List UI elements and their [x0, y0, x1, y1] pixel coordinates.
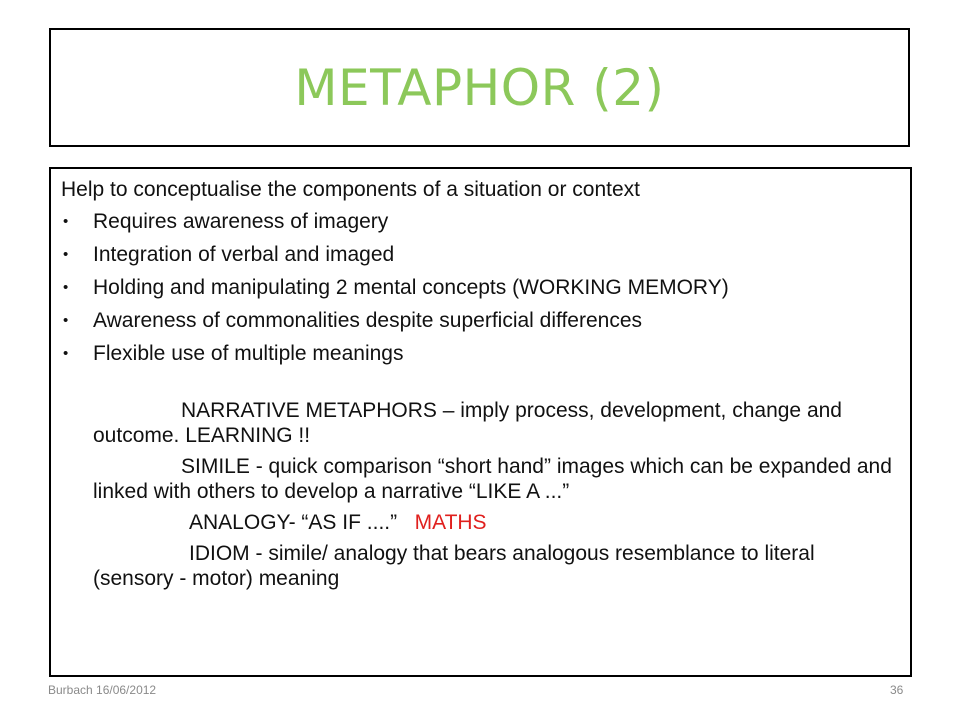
analogy-paragraph: ANALOGY- “AS IF ....” MATHS [189, 511, 487, 534]
maths-highlight: MATHS [414, 511, 487, 534]
bullet-icon: • [63, 246, 69, 263]
bullet-icon: • [63, 279, 69, 296]
list-item: • Requires awareness of imagery [63, 210, 389, 233]
narrative-paragraph: NARRATIVE METAPHORS – imply process, development, change and outcome. LEARNING !! [93, 399, 842, 447]
title-box [49, 28, 910, 147]
idiom-paragraph: IDIOM - simile/ analogy that bears analogous resemblance to literal (sensory - motor) meaning [93, 542, 815, 590]
bullet-list [61, 209, 900, 366]
bullet-icon: • [63, 345, 69, 362]
slide-title: METAPHOR (2) [294, 58, 665, 117]
content-box [49, 167, 912, 677]
list-item: • Holding and manipulating 2 mental concepts (WORKING MEMORY) [63, 276, 729, 299]
list-item: • Integration of verbal and imaged [63, 243, 395, 266]
bullet-icon: • [63, 213, 69, 230]
intro-text: Help to conceptualise the components of a situation or context [61, 178, 641, 201]
page-number: 36 [890, 683, 904, 697]
simile-paragraph: SIMILE - quick comparison “short hand” images which can be expanded and linked with others to develop a narrative “LIKE A ...” [93, 455, 892, 503]
list-item: • Awareness of commonalities despite superficial differences [63, 309, 643, 332]
list-item: • Flexible use of multiple meanings [63, 342, 404, 365]
bullet-icon: • [63, 312, 69, 329]
footer-author-date: Burbach 16/06/2012 [48, 683, 157, 697]
